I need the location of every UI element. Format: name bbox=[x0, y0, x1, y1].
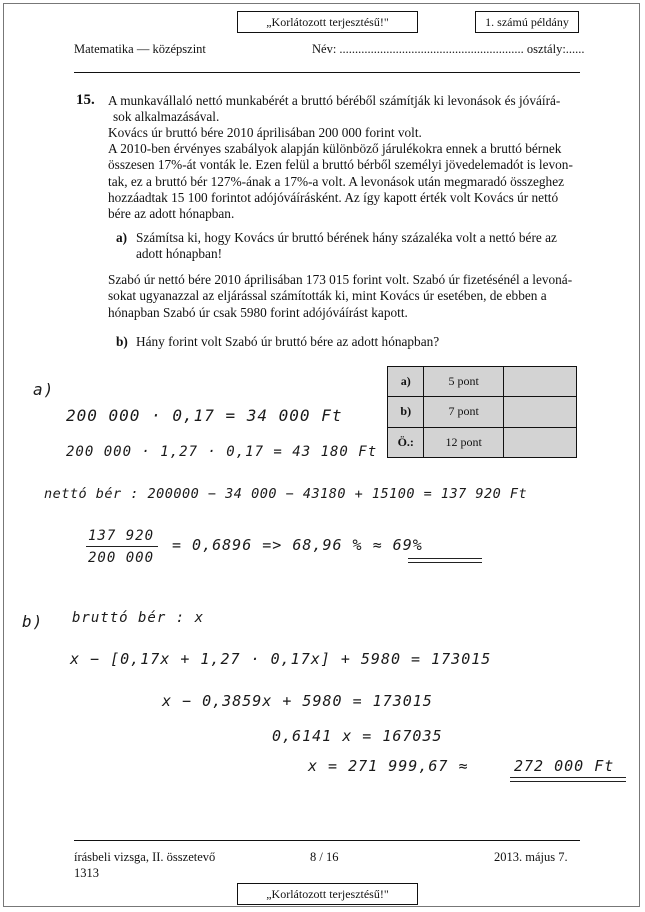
p4-line: Szabó úr nettó bére 2010 áprilisában 173 015 forint volt. Szabó úr fizetésénél a levoná- bbox=[108, 272, 573, 287]
footer-rule bbox=[74, 840, 580, 841]
part-a-question bbox=[136, 230, 580, 263]
handwritten-line: 200 000 · 1,27 · 0,17 = 43 180 Ft bbox=[66, 444, 378, 460]
restricted-distribution-box-footer bbox=[237, 883, 418, 905]
score-blank-cell bbox=[503, 427, 576, 457]
score-row bbox=[388, 397, 577, 427]
footer-code: 1313 bbox=[74, 866, 99, 880]
header-rule bbox=[74, 72, 580, 73]
a-line: adott hónapban! bbox=[136, 246, 223, 262]
p3-line: A 2010-ben érvényes szabályok alapján különböző járulékokra ennek a bruttó bérnek bbox=[108, 141, 562, 156]
subject-title: Matematika — középszint bbox=[74, 42, 206, 56]
fraction-bar bbox=[86, 546, 158, 547]
problem-paragraph-4 bbox=[108, 272, 580, 321]
restricted-label: „Korlátozott terjesztésű!" bbox=[266, 886, 389, 901]
score-points: 12 pont bbox=[424, 427, 503, 457]
answer-underline bbox=[408, 558, 482, 559]
copy-number-box bbox=[475, 11, 579, 33]
p4-line: sokat ugyanazzal az eljárással számították ki, mint Kovács úr esetében, de ebben a bbox=[108, 288, 547, 304]
score-points: 7 pont bbox=[424, 397, 503, 427]
intro-line: A munkavállaló nettó munkabérét a bruttó béréből számítják ki levonások és jóváírá- bbox=[108, 93, 561, 108]
name-class-field: Név: ........................................................... osztály:...... bbox=[312, 42, 585, 56]
handwritten-line: x − [0,17x + 1,27 · 0,17x] + 5980 = 173015 bbox=[70, 650, 492, 668]
part-b-label: b) bbox=[116, 334, 128, 349]
restricted-distribution-box bbox=[237, 11, 418, 33]
handwritten-part-b-label: b) bbox=[22, 612, 44, 631]
p4-line: hónapban Szabó úr csak 5980 forint adójóváírást kapott. bbox=[108, 304, 408, 320]
p3-line: hozzáadtak 15 100 forintot adójóváírásként. Az így kapott érték volt Kovács úr nettó bbox=[108, 189, 559, 205]
score-row bbox=[388, 367, 577, 397]
score-label: Ö.: bbox=[388, 427, 424, 457]
handwritten-line: 200 000 · 0,17 = 34 000 Ft bbox=[66, 406, 343, 425]
fraction-denominator: 200 000 bbox=[88, 550, 155, 566]
restricted-label: „Korlátozott terjesztésű!" bbox=[266, 14, 389, 29]
problem-number: 15. bbox=[76, 92, 95, 108]
problem-intro bbox=[108, 93, 580, 126]
copy-label: 1. számú példány bbox=[485, 14, 569, 29]
handwritten-line: = 0,6896 => 68,96 % ≈ 69% bbox=[172, 536, 423, 554]
final-answer: 272 000 Ft bbox=[514, 757, 615, 775]
score-label: a) bbox=[388, 367, 424, 397]
part-a-label: a) bbox=[116, 230, 128, 245]
score-table bbox=[387, 366, 577, 458]
fraction-numerator: 137 920 bbox=[88, 528, 155, 544]
p3-line: összesen 17%-át vonták le. Ezen felül a bruttó bérből személyi jövedelemadót is levon- bbox=[108, 157, 573, 173]
part-b-question: Hány forint volt Szabó úr bruttó bére az adott hónapban? bbox=[136, 334, 440, 349]
score-label: b) bbox=[388, 397, 424, 427]
score-points: 5 pont bbox=[424, 367, 503, 397]
score-blank-cell bbox=[503, 397, 576, 427]
handwritten-line: x − 0,3859x + 5980 = 173015 bbox=[162, 692, 433, 710]
intro-line: sok alkalmazásával. bbox=[113, 109, 220, 125]
handwritten-line: nettó bér : 200000 − 34 000 − 43180 + 15100 = 137 920 Ft bbox=[44, 486, 528, 502]
answer-underline bbox=[510, 777, 626, 778]
problem-paragraph-3 bbox=[108, 141, 580, 222]
exam-date: 2013. május 7. bbox=[494, 850, 568, 864]
answer-underline bbox=[510, 781, 626, 782]
handwritten-line: x = 271 999,67 ≈ bbox=[308, 757, 469, 775]
score-row bbox=[388, 427, 577, 457]
footer-exam-label: írásbeli vizsga, II. összetevő bbox=[74, 850, 216, 864]
a-line: Számítsa ki, hogy Kovács úr bruttó bérének hány százaléka volt a nettó bére az bbox=[136, 230, 557, 245]
handwritten-line: bruttó bér : x bbox=[72, 610, 205, 626]
p3-line: tak, ez a bruttó bér 127%-ának a 17%-a volt. A levonások után megmaradó összeghez bbox=[108, 173, 565, 189]
score-blank-cell bbox=[503, 367, 576, 397]
handwritten-part-a-label: a) bbox=[33, 380, 55, 399]
handwritten-line: 0,6141 x = 167035 bbox=[272, 727, 443, 745]
problem-paragraph-2: Kovács úr bruttó bére 2010 áprilisában 200 000 forint volt. bbox=[108, 125, 422, 140]
p3-line: bére az adott hónapban. bbox=[108, 206, 235, 222]
page-number: 8 / 16 bbox=[310, 850, 339, 864]
answer-underline bbox=[408, 562, 482, 563]
